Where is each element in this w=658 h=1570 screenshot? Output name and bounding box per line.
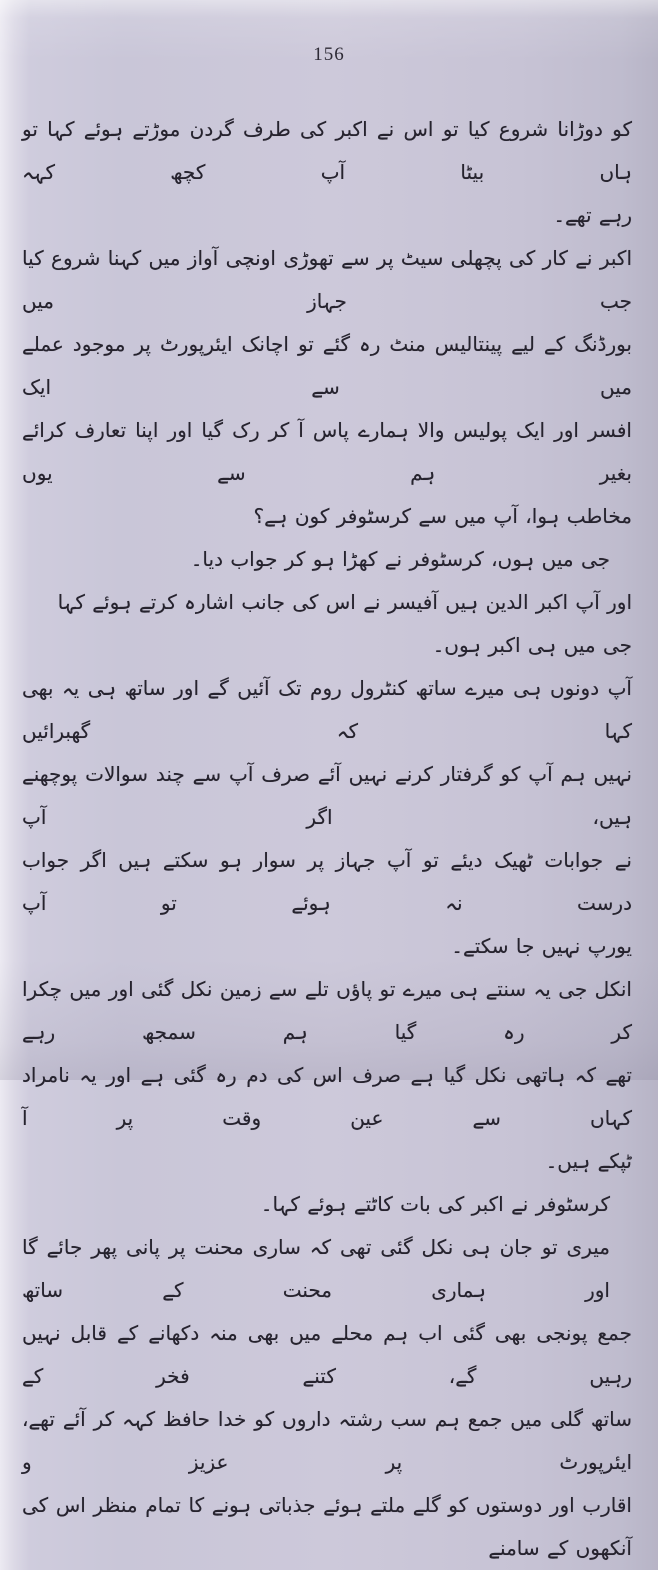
paragraph (22, 1226, 632, 1570)
text-line: کو دوڑانا شروع کیا تو اس نے اکبر کی طرف گردن موڑتے ہوئے کہا تو ہاں بیٹا آپ کچھ کہہ (22, 117, 632, 184)
text-line: جی میں ہوں، کرسٹوفر نے کھڑا ہو کر جواب دیا۔ (190, 547, 610, 571)
paragraph (22, 538, 632, 581)
text-line: نے جوابات ٹھیک دیئے تو آپ جہاز پر سوار ہو سکتے ہیں اگر جواب درست نہ ہوئے تو آپ (22, 848, 632, 915)
text-line: اکبر نے کار کی پچھلی سیٹ پر سے تھوڑی اونچی آواز میں کہنا شروع کیا جب جہاز میں (22, 246, 632, 313)
paragraph (22, 581, 632, 624)
text-line: بورڈنگ کے لیے پینتالیس منٹ رہ گئے تو اچانک ایئرپورٹ پر موجود عملے میں سے ایک (22, 332, 632, 399)
paragraph (22, 1183, 632, 1226)
text-line: نہیں ہم آپ کو گرفتار کرنے نہیں آئے صرف آپ سے چند سوالات پوچھنے ہیں، اگر آپ (22, 762, 632, 829)
text-line: یورپ نہیں جا سکتے۔ (451, 934, 632, 958)
paragraph (22, 968, 632, 1183)
text-line: جمع پونجی بھی گئی اب ہم محلے میں بھی منہ دکھانے کے قابل نہیں رہیں گے، کتنے فخر کے (22, 1321, 632, 1388)
text-line: رہے تھے۔ (553, 203, 632, 227)
text-line: ساتھ گلی میں جمع ہم سب رشتہ داروں کو خدا حافظ کہہ کر آئے تھے، ایئرپورٹ پر عزیز و (22, 1407, 632, 1474)
paragraph (22, 237, 632, 538)
paragraph (22, 667, 632, 968)
paragraph (22, 108, 632, 237)
text-block (22, 108, 632, 1570)
text-line: انکل جی یہ سنتے ہی میرے تو پاؤں تلے سے زمین نکل گئی اور میں چکرا کر رہ گیا ہم سمجھ رہے (22, 977, 632, 1044)
text-line: افسر اور ایک پولیس والا ہمارے پاس آ کر رک گیا اور اپنا تعارف کرائے بغیر ہم سے یوں (22, 418, 632, 485)
text-line: اقارب اور دوستوں کو گلے ملتے ہوئے جذباتی ہونے کا تمام منظر اس کی آنکھوں کے سامنے (22, 1493, 632, 1560)
text-line: تھے کہ ہاتھی نکل گیا ہے صرف اس کی دم رہ گئی ہے اور یہ نامراد کہاں سے عین وقت پر آ (22, 1063, 632, 1130)
text-line: جی میں ہی اکبر ہوں۔ (432, 633, 632, 657)
page-number: 156 (313, 44, 345, 65)
text-line: اور آپ اکبر الدین ہیں آفیسر نے اس کی جانب اشارہ کرتے ہوئے کہا (57, 590, 632, 614)
text-line: آپ دونوں ہی میرے ساتھ کنٹرول روم تک آئیں گے اور ساتھ ہی یہ بھی کہا کہ گھبرائیں (22, 676, 632, 743)
text-line: ٹپکے ہیں۔ (545, 1149, 632, 1173)
text-line: مخاطب ہوا، آپ میں سے کرسٹوفر کون ہے؟ (253, 504, 632, 528)
text-line: میری تو جان ہی نکل گئی تھی کہ ساری محنت پر پانی پھر جائے گا اور ہماری محنت کے ساتھ (22, 1235, 610, 1302)
paragraph (22, 624, 632, 667)
text-line: کرسٹوفر نے اکبر کی بات کاٹتے ہوئے کہا۔ (260, 1192, 610, 1216)
